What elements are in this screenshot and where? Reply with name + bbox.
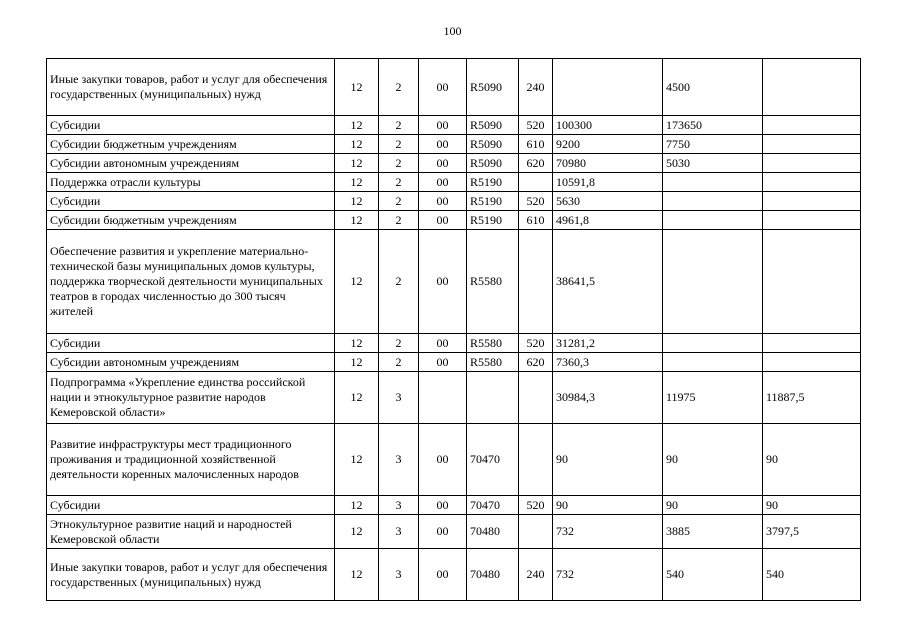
amount-year1-cell: 9200 [553,135,663,154]
expense-type-cell: 620 [519,353,553,372]
row-name-cell: Субсидии [47,192,335,211]
expense-type-cell: 240 [519,549,553,601]
expense-type-cell: 520 [519,192,553,211]
section-code-cell: 12 [335,230,379,334]
amount-year1-cell: 732 [553,515,663,549]
section-code-cell: 12 [335,173,379,192]
subsection-code-cell: 2 [379,230,419,334]
amount-year3-cell [763,192,861,211]
table-row [47,549,861,601]
amount-year2-cell [663,192,763,211]
program-code-cell: 00 [419,230,467,334]
amount-year1-cell: 90 [553,496,663,515]
amount-year1-cell: 30984,3 [553,372,663,424]
amount-year1-cell: 70980 [553,154,663,173]
amount-year3-cell [763,59,861,116]
target-code-cell: R5090 [467,116,519,135]
amount-year2-cell: 173650 [663,116,763,135]
subsection-code-cell: 2 [379,334,419,353]
subsection-code-cell: 2 [379,173,419,192]
amount-year2-cell: 5030 [663,154,763,173]
amount-year3-cell: 11887,5 [763,372,861,424]
subsection-code-cell: 3 [379,496,419,515]
expense-type-cell [519,515,553,549]
row-name-cell: Субсидии автономным учреждениям [47,353,335,372]
amount-year3-cell [763,211,861,230]
amount-year1-cell [553,59,663,116]
amount-year1-cell: 90 [553,424,663,496]
expense-type-cell: 520 [519,116,553,135]
subsection-code-cell: 2 [379,59,419,116]
row-name-cell: Этнокультурное развитие наций и народностей Кемеровской области [47,515,335,549]
subsection-code-cell: 3 [379,372,419,424]
amount-year1-cell: 31281,2 [553,334,663,353]
amount-year2-cell [663,334,763,353]
amount-year2-cell: 90 [663,496,763,515]
row-name-cell: Субсидии бюджетным учреждениям [47,211,335,230]
amount-year1-cell: 732 [553,549,663,601]
row-name-cell: Обеспечение развития и укрепление материально-технической базы муниципальных домов культуры, поддержка творческой деятельности муниципальных театров в городах численностью до 300 тысяч жителей [47,230,335,334]
amount-year2-cell: 540 [663,549,763,601]
row-name-cell: Иные закупки товаров, работ и услуг для обеспечения государственных (муниципальных) нужд [47,59,335,116]
table-row [47,211,861,230]
section-code-cell: 12 [335,116,379,135]
section-code-cell: 12 [335,192,379,211]
expense-type-cell [519,173,553,192]
table-row [47,515,861,549]
amount-year3-cell [763,173,861,192]
program-code-cell: 00 [419,211,467,230]
amount-year1-cell: 100300 [553,116,663,135]
expense-type-cell: 520 [519,334,553,353]
row-name-cell: Иные закупки товаров, работ и услуг для обеспечения государственных (муниципальных) нужд [47,549,335,601]
amount-year2-cell: 7750 [663,135,763,154]
table-row [47,173,861,192]
subsection-code-cell: 2 [379,116,419,135]
section-code-cell: 12 [335,515,379,549]
page-number: 100 [443,24,462,38]
subsection-code-cell: 2 [379,353,419,372]
target-code-cell: R5190 [467,211,519,230]
amount-year2-cell: 11975 [663,372,763,424]
target-code-cell: 70480 [467,515,519,549]
target-code-cell: R5580 [467,334,519,353]
amount-year1-cell: 7360,3 [553,353,663,372]
program-code-cell: 00 [419,424,467,496]
row-name-cell: Субсидии [47,496,335,515]
row-name-cell: Субсидии [47,116,335,135]
row-name-cell: Субсидии бюджетным учреждениям [47,135,335,154]
amount-year3-cell [763,116,861,135]
subsection-code-cell: 2 [379,211,419,230]
amount-year2-cell [663,230,763,334]
amount-year2-cell [663,211,763,230]
target-code-cell: R5190 [467,192,519,211]
amount-year2-cell: 4500 [663,59,763,116]
table-row [47,334,861,353]
expense-type-cell: 620 [519,154,553,173]
expense-type-cell [519,372,553,424]
target-code-cell: R5090 [467,154,519,173]
target-code-cell: 70480 [467,549,519,601]
table-row [47,116,861,135]
section-code-cell: 12 [335,549,379,601]
amount-year3-cell: 540 [763,549,861,601]
subsection-code-cell: 2 [379,154,419,173]
table-row [47,496,861,515]
program-code-cell: 00 [419,154,467,173]
amount-year3-cell [763,353,861,372]
program-code-cell: 00 [419,334,467,353]
expense-type-cell: 610 [519,211,553,230]
amount-year3-cell: 3797,5 [763,515,861,549]
row-name-cell: Поддержка отрасли культуры [47,173,335,192]
amount-year2-cell: 3885 [663,515,763,549]
section-code-cell: 12 [335,59,379,116]
table-row [47,135,861,154]
amount-year1-cell: 38641,5 [553,230,663,334]
section-code-cell: 12 [335,372,379,424]
program-code-cell: 00 [419,135,467,154]
program-code-cell: 00 [419,116,467,135]
row-name-cell: Развитие инфраструктуры мест традиционного проживания и традиционной хозяйственной деятельности коренных малочисленных народов [47,424,335,496]
table-row [47,230,861,334]
section-code-cell: 12 [335,154,379,173]
amount-year2-cell: 90 [663,424,763,496]
target-code-cell: 70470 [467,496,519,515]
table-row [47,59,861,116]
program-code-cell: 00 [419,515,467,549]
amount-year1-cell: 10591,8 [553,173,663,192]
section-code-cell: 12 [335,135,379,154]
section-code-cell: 12 [335,211,379,230]
program-code-cell: 00 [419,496,467,515]
target-code-cell: R5580 [467,230,519,334]
amount-year3-cell [763,334,861,353]
amount-year3-cell [763,154,861,173]
row-name-cell: Субсидии автономным учреждениям [47,154,335,173]
table-row [47,424,861,496]
subsection-code-cell: 3 [379,424,419,496]
expense-type-cell: 240 [519,59,553,116]
target-code-cell: R5190 [467,173,519,192]
program-code-cell: 00 [419,173,467,192]
target-code-cell: 70470 [467,424,519,496]
amount-year3-cell [763,135,861,154]
subsection-code-cell: 2 [379,192,419,211]
subsection-code-cell: 2 [379,135,419,154]
row-name-cell: Подпрограмма «Укрепление единства российской нации и этнокультурное развитие народов Кемеровской области» [47,372,335,424]
program-code-cell [419,372,467,424]
section-code-cell: 12 [335,334,379,353]
expense-type-cell [519,424,553,496]
amount-year1-cell: 4961,8 [553,211,663,230]
budget-table [46,58,861,601]
row-name-cell: Субсидии [47,334,335,353]
table-row [47,192,861,211]
subsection-code-cell: 3 [379,549,419,601]
table-row [47,154,861,173]
program-code-cell: 00 [419,192,467,211]
program-code-cell: 00 [419,549,467,601]
section-code-cell: 12 [335,353,379,372]
program-code-cell: 00 [419,59,467,116]
expense-type-cell: 520 [519,496,553,515]
expense-type-cell [519,230,553,334]
section-code-cell: 12 [335,496,379,515]
target-code-cell: R5090 [467,135,519,154]
target-code-cell [467,372,519,424]
amount-year1-cell: 5630 [553,192,663,211]
subsection-code-cell: 3 [379,515,419,549]
section-code-cell: 12 [335,424,379,496]
amount-year3-cell: 90 [763,424,861,496]
target-code-cell: R5580 [467,353,519,372]
amount-year2-cell [663,353,763,372]
table-row [47,353,861,372]
table-row [47,372,861,424]
target-code-cell: R5090 [467,59,519,116]
expense-type-cell: 610 [519,135,553,154]
amount-year3-cell [763,230,861,334]
program-code-cell: 00 [419,353,467,372]
amount-year2-cell [663,173,763,192]
amount-year3-cell: 90 [763,496,861,515]
